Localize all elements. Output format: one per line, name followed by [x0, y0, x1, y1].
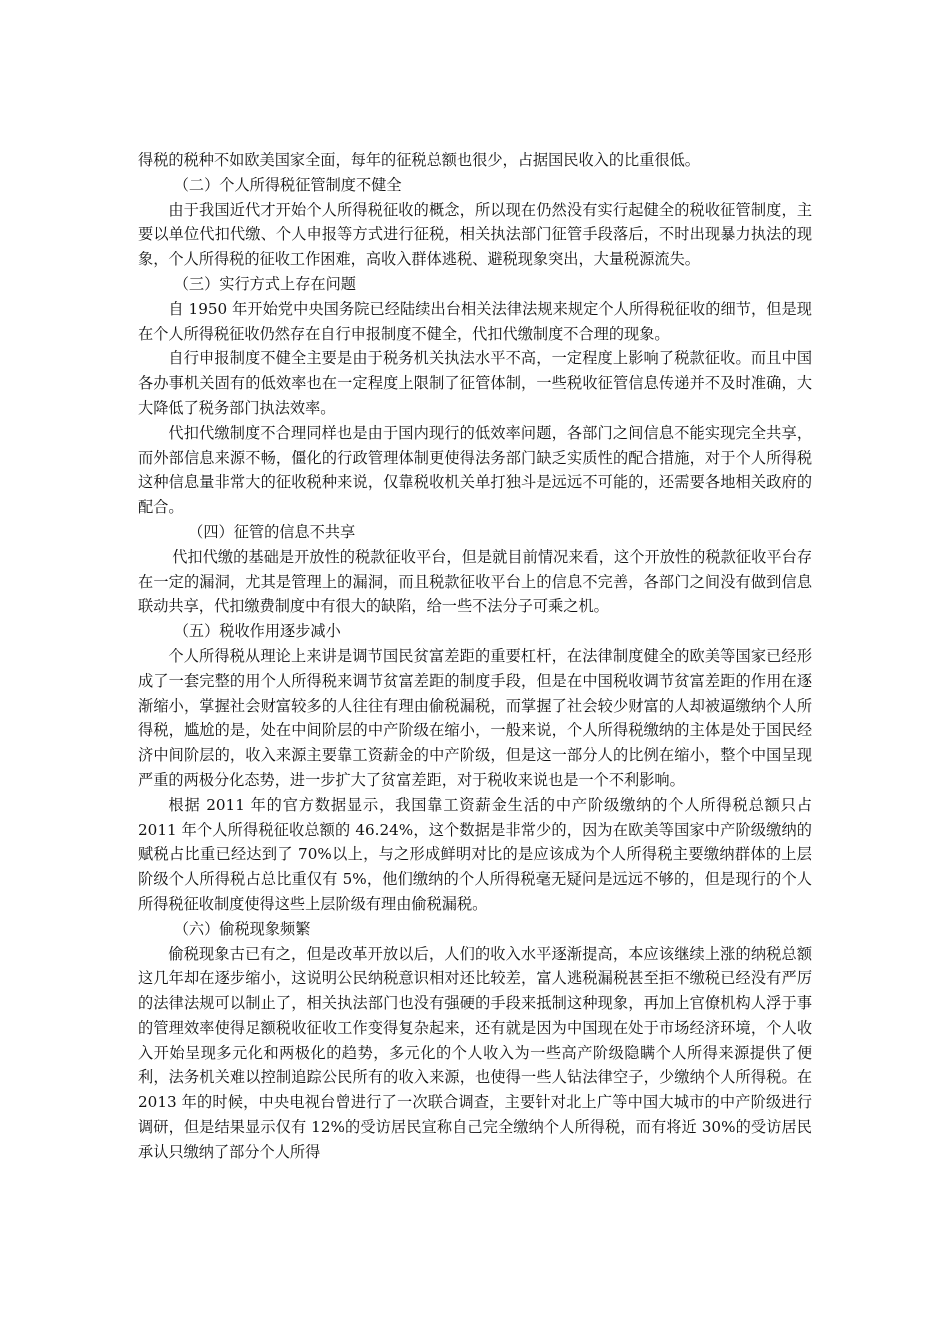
paragraph: 代扣代缴制度不合理同样也是由于国内现行的低效率问题，各部门之间信息不能实现完全共享，而外部信息来源不畅，僵化的行政管理体制更使得法务部门缺乏实质性的配合措施，对于个人所得税这种信息量非常大的征收税种来说，仅靠税收机关单打独斗是远远不可能的，还需要各地相关政府的配合。: [138, 423, 812, 517]
section-heading-2: （二）个人所得税征管制度不健全: [173, 175, 402, 194]
section-heading-5: （五）税收作用逐步减小: [173, 622, 341, 641]
paragraph: 偷税现象古已有之，但是改革开放以后，人们的收入水平逐渐提高，本应该继续上涨的纳税总额这几年却在逐步缩小，这说明公民纳税意识相对还比较差，富人逃税漏税甚至拒不缴税已经没有严厉的法律法规可以制止了，相关执法部门也没有强硬的手段来抵制这种现象，再加上官僚机构人浮于事的管理效率使得足额税收征收工作变得复杂起来，还有就是因为中国现在处于市场经济环境，个人收入开始呈现多元化和两极化的趋势，多元化的个人收入为一些高产阶级隐瞒个人所得来源提供了便利，法务机关难以控制追踪公民所有的收入来源，也使得一些人钻法律空子，少缴纳个人所得税。在 2013 年的时候，中央电视台曾进行了一次联合调查，主要针对北上广等中国大城市的中产阶级进行调研，但是结果显示仅有 12%的受访居民宣称自己完全缴纳个人所得税，而有将近 30%的受访居民承认只缴纳了部分个人所得: [138, 944, 812, 1161]
paragraph: 自 1950 年开始党中央国务院已经陆续出台相关法律法规来规定个人所得税征收的细节，但是现在个人所得税征收仍然存在自行申报制度不健全，代扣代缴制度不合理的现象。: [138, 299, 812, 343]
lead-paragraph: 得税的税种不如欧美国家全面，每年的征税总额也很少，占据国民收入的比重很低。: [138, 151, 700, 169]
paragraph: 代扣代缴的基础是开放性的税款征收平台，但是就目前情况来看，这个开放性的税款征收平台存在一定的漏洞，尤其是管理上的漏洞，而且税款征收平台上的信息不完善，各部门之间没有做到信息联动共享，代扣缴费制度中有很大的缺陷，给一些不法分子可乘之机。: [138, 547, 812, 616]
section-heading-3: （三）实行方式上存在问题: [173, 274, 356, 293]
paragraph: 由于我国近代才开始个人所得税征收的概念，所以现在仍然没有实行起健全的税收征管制度，主要以单位代扣代缴、个人申报等方式进行征税，相关执法部门征管手段落后，不时出现暴力执法的现象，个人所得税的征收工作困难，高收入群体逃税、避税现象突出，大量税源流失。: [138, 200, 812, 269]
section-heading-6: （六）偷税现象频繁: [173, 919, 311, 938]
paragraph: 根据 2011 年的官方数据显示，我国靠工资薪金生活的中产阶级缴纳的个人所得税总额只占 2011 年个人所得税征收总额的 46.24%，这个数据是非常少的，因为在欧美等国家中产阶级缴纳的赋税占比重已经达到了 70%以上，与之形成鲜明对比的是应该成为个人所得税主要缴纳群体的上层阶级个人所得税占总比重仅有 5%，他们缴纳的个人所得税毫无疑问是远远不够的，但是现行的个人所得税征收制度使得这些上层阶级有理由偷税漏税。: [138, 795, 812, 913]
document-page: [138, 148, 812, 1165]
paragraph: 个人所得税从理论上来讲是调节国民贫富差距的重要杠杆，在法律制度健全的欧美等国家已经形成了一套完整的用个人所得税来调节贫富差距的制度手段，但是在中国税收调节贫富差距的作用在逐渐缩小，掌握社会财富较多的人往往有理由偷税漏税，而掌握了社会较少财富的人却被逼缴纳个人所得税，尴尬的是，处在中间阶层的中产阶级在缩小，一般来说，个人所得税缴纳的主体是处于国民经济中间阶层的，收入来源主要靠工资薪金的中产阶级，但是这一部分人的比例在缩小，整个中国呈现严重的两极分化态势，进一步扩大了贫富差距，对于税收来说也是一个不利影响。: [138, 646, 812, 789]
paragraph: 自行申报制度不健全主要是由于税务机关执法水平不高，一定程度上影响了税款征收。而且中国各办事机关固有的低效率也在一定程度上限制了征管体制，一些税收征管信息传递并不及时准确，大大降低了税务部门执法效率。: [138, 349, 812, 417]
section-heading-4: （四）征管的信息不共享: [188, 522, 356, 541]
